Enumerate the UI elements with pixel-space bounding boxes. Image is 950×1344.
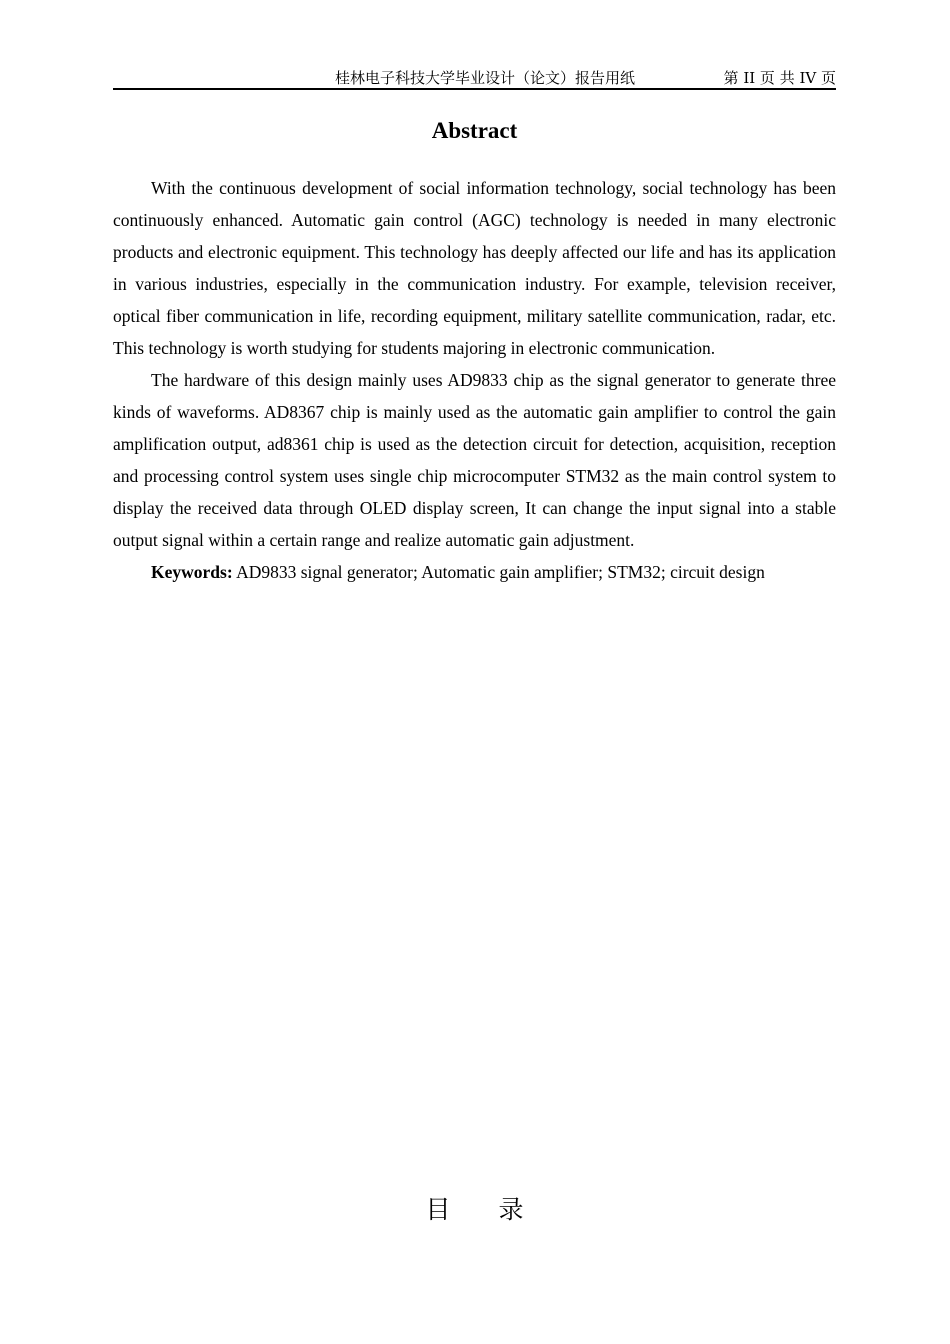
keywords-text: AD9833 signal generator; Automatic gain amplifier; STM32; circuit design bbox=[232, 562, 765, 582]
keywords-label: Keywords: bbox=[151, 562, 233, 582]
abstract-paragraph-2: The hardware of this design mainly uses AD9833 chip as the signal generator to generate three kinds of waveforms. AD8367 chip is mainly used as the automatic gain amplifier to control the gain amplification output, ad8361 chip is used as the detection circuit for detection, acquisition, reception and processing control system uses single chip microcomputer STM32 as the main control system to display the received data through OLED display screen, It can change the input signal into a stable output signal within a certain range and realize automatic gain adjustment. bbox=[113, 370, 836, 550]
toc-title: 目录 bbox=[425, 1195, 572, 1224]
header-page-number: 第 II 页 共 IV 页 bbox=[723, 69, 836, 87]
keywords-line bbox=[113, 556, 836, 588]
abstract-body bbox=[113, 172, 836, 588]
abstract-title: Abstract bbox=[431, 118, 518, 143]
header-school-name: 桂林电子科技大学毕业设计（论文）报告用纸 bbox=[335, 69, 636, 87]
page-header bbox=[113, 68, 836, 90]
abstract-paragraph-1: With the continuous development of social information technology, social technology has been continuously enhanced. Automatic gain control (AGC) technology is needed in many electronic products and electronic equipment. This technology has deeply affected our life and has its application in various industries, especially in the communication industry. For example, television receiver, optical fiber communication in life, recording equipment, military satellite communication, radar, etc. This technology is worth studying for students majoring in electronic communication. bbox=[113, 178, 836, 358]
